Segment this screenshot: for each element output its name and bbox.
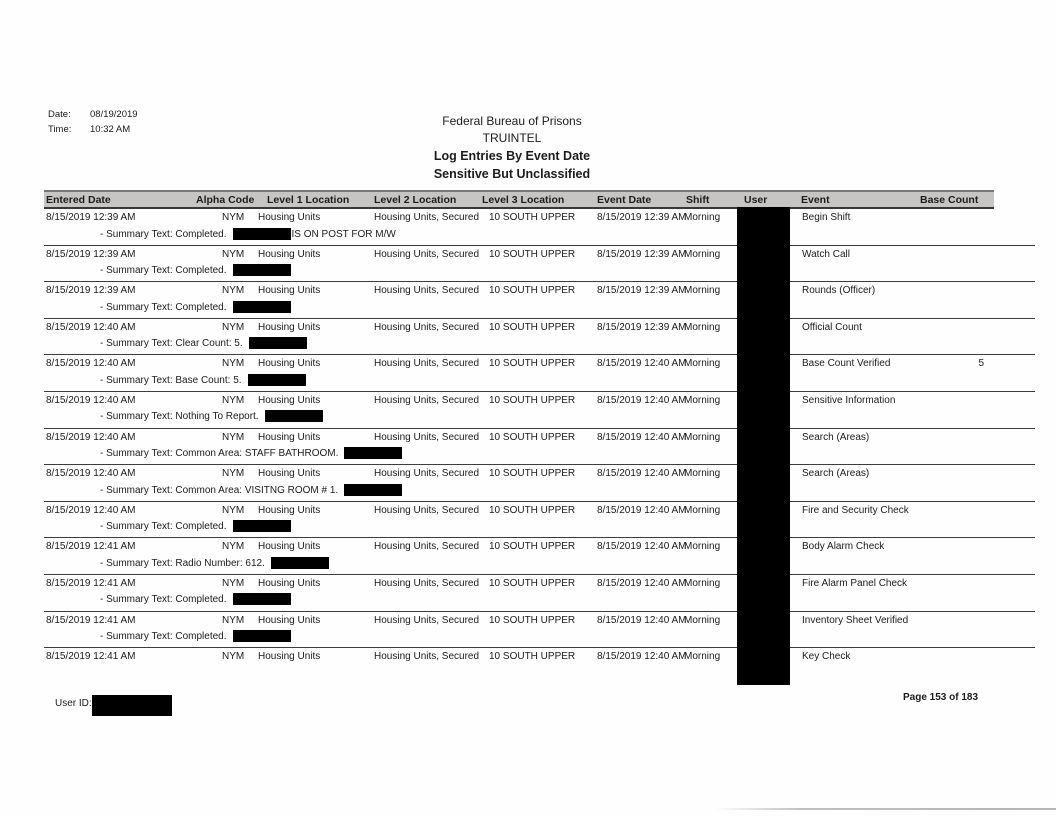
summary-text [100,557,330,569]
summary-text [100,447,403,459]
cell-level1-location: Housing Units [258,541,321,553]
table-row [44,538,1035,575]
page-number: Page 153 of 183 [903,692,979,703]
scan-artifact-line [715,808,1056,810]
col-event-date: Event Date [597,194,652,206]
cell-event: Key Check [802,651,851,663]
summary-inline-redaction-box [233,264,291,276]
cell-entered-date: 8/15/2019 12:39 AM [46,285,136,297]
summary-inline-redaction-box [233,301,291,313]
table-row [44,246,1035,283]
cell-level3-location: 10 SOUTH UPPER [489,577,576,589]
summary-inline-redaction-box [233,228,291,240]
time-label: Time: [48,124,72,135]
cell-alpha-code: NYM [222,468,245,480]
classification-label: Sensitive But Unclassified [433,167,591,181]
summary-text-main: - Summary Text: Radio Number: 612. [100,557,265,569]
cell-event-date: 8/15/2019 12:40 AM [597,614,687,626]
summary-inline-redaction-box [233,630,291,642]
time-value: 10:32 AM [90,124,131,135]
cell-event: Search (Areas) [802,431,870,443]
cell-shift: Morning [684,321,721,333]
table-header [44,190,994,209]
col-base-count: Base Count [920,194,979,206]
cell-shift: Morning [684,212,721,223]
cell-level3-location: 10 SOUTH UPPER [489,394,576,406]
col-entered-date: Entered Date [46,194,111,206]
cell-entered-date: 8/15/2019 12:40 AM [46,431,136,443]
cell-level2-location: Housing Units, Secured [374,394,480,406]
summary-inline-redaction-box [344,484,402,496]
cell-level2-location: Housing Units, Secured [374,321,480,333]
cell-level2-location: Housing Units, Secured [374,248,480,260]
cell-level2-location: Housing Units, Secured [374,614,480,626]
cell-level1-location: Housing Units [258,394,321,406]
summary-text-main: - Summary Text: Clear Count: 5. [100,338,243,350]
cell-event-date: 8/15/2019 12:40 AM [597,541,687,553]
cell-alpha-code: NYM [222,431,245,443]
col-level1-location: Level 1 Location [267,194,350,206]
cell-level3-location: 10 SOUTH UPPER [489,614,576,626]
cell-shift: Morning [684,541,721,553]
report-title-block [312,113,712,183]
cell-shift: Morning [684,651,721,663]
cell-entered-date: 8/15/2019 12:39 AM [46,212,136,223]
cell-alpha-code: NYM [222,504,245,516]
cell-level2-location: Housing Units, Secured [374,358,480,370]
summary-inline-redaction-box [344,447,402,459]
cell-level2-location: Housing Units, Secured [374,541,480,553]
cell-event-date: 8/15/2019 12:40 AM [597,577,687,589]
report-title: Log Entries By Event Date [433,149,591,163]
cell-level2-location: Housing Units, Secured [374,285,480,297]
cell-entered-date: 8/15/2019 12:40 AM [46,394,136,406]
cell-alpha-code: NYM [222,285,245,297]
cell-entered-date: 8/15/2019 12:40 AM [46,504,136,516]
cell-level1-location: Housing Units [258,468,321,480]
summary-text-main: - Summary Text: Completed. [100,265,227,277]
cell-event: Watch Call [802,248,850,260]
date-value: 08/19/2019 [90,109,138,120]
cell-event-date: 8/15/2019 12:40 AM [597,504,687,516]
cell-event-date: 8/15/2019 12:40 AM [597,431,687,443]
date-label: Date: [48,109,71,120]
cell-base-count: 5 [978,358,984,370]
cell-alpha-code: NYM [222,577,245,589]
summary-inline-redaction-box [248,374,306,386]
cell-alpha-code: NYM [222,541,245,553]
table-row [44,648,1035,685]
cell-level1-location: Housing Units [258,577,321,589]
cell-shift: Morning [684,358,721,370]
cell-level3-location: 10 SOUTH UPPER [489,541,576,553]
cell-shift: Morning [684,394,721,406]
cell-alpha-code: NYM [222,394,245,406]
cell-entered-date: 8/15/2019 12:40 AM [46,468,136,480]
cell-alpha-code: NYM [222,212,245,223]
summary-text [100,520,292,532]
summary-text [100,337,308,349]
cell-entered-date: 8/15/2019 12:40 AM [46,358,136,370]
cell-level2-location: Housing Units, Secured [374,431,480,443]
cell-level2-location: Housing Units, Secured [374,468,480,480]
system-title: TRUINTEL [482,131,542,145]
table-row [44,282,1035,319]
cell-level3-location: 10 SOUTH UPPER [489,431,576,443]
cell-level3-location: 10 SOUTH UPPER [489,285,576,297]
cell-entered-date: 8/15/2019 12:41 AM [46,541,136,553]
cell-shift: Morning [684,431,721,443]
cell-level1-location: Housing Units [258,358,321,370]
cell-level2-location: Housing Units, Secured [374,577,480,589]
cell-shift: Morning [684,285,721,297]
summary-text-main: - Summary Text: Completed. [100,594,227,606]
cell-entered-date: 8/15/2019 12:41 AM [46,577,136,589]
cell-level1-location: Housing Units [258,614,321,626]
table-row [44,429,1035,466]
summary-text [100,630,292,642]
cell-alpha-code: NYM [222,358,245,370]
cell-level1-location: Housing Units [258,431,321,443]
summary-text [100,410,324,422]
cell-event-date: 8/15/2019 12:40 AM [597,651,687,663]
cell-alpha-code: NYM [222,248,245,260]
table-row [44,465,1035,502]
cell-level2-location: Housing Units, Secured [374,504,480,516]
summary-text-main: - Summary Text: Common Area: VISITNG ROOM # 1. [100,484,339,496]
summary-text-main: - Summary Text: Completed. [100,228,227,240]
org-title: Federal Bureau of Prisons [442,114,582,128]
report-meta [48,107,138,137]
cell-level1-location: Housing Units [258,321,321,333]
cell-shift: Morning [684,468,721,480]
cell-event: Begin Shift [802,212,851,223]
table-row [44,575,1035,612]
summary-text-main: - Summary Text: Common Area: STAFF BATHROOM. [100,448,339,460]
cell-event-date: 8/15/2019 12:40 AM [597,358,687,370]
user-id-redaction-box [92,695,172,716]
col-level2-location: Level 2 Location [374,194,457,206]
cell-alpha-code: NYM [222,651,245,663]
summary-text-main: - Summary Text: Completed. [100,521,227,533]
summary-text [100,228,396,240]
cell-event: Rounds (Officer) [802,285,876,297]
table-row [44,392,1035,429]
log-entries [44,209,1035,685]
cell-level1-location: Housing Units [258,651,321,663]
summary-inline-redaction-box [233,593,291,605]
summary-text [100,264,292,276]
col-alpha-code: Alpha Code [196,194,255,206]
cell-event-date: 8/15/2019 12:39 AM [597,212,687,223]
cell-level1-location: Housing Units [258,212,321,223]
table-row [44,502,1035,539]
cell-entered-date: 8/15/2019 12:40 AM [46,321,136,333]
summary-text [100,484,403,496]
cell-shift: Morning [684,614,721,626]
cell-level3-location: 10 SOUTH UPPER [489,504,576,516]
cell-entered-date: 8/15/2019 12:41 AM [46,651,136,663]
cell-shift: Morning [684,504,721,516]
cell-level3-location: 10 SOUTH UPPER [489,651,576,663]
cell-shift: Morning [684,577,721,589]
cell-event-date: 8/15/2019 12:39 AM [597,321,687,333]
table-row [44,355,1035,392]
cell-level1-location: Housing Units [258,504,321,516]
cell-event: Sensitive Information [802,394,896,406]
cell-entered-date: 8/15/2019 12:39 AM [46,248,136,260]
summary-inline-redaction-box [233,520,291,532]
summary-inline-redaction-box [271,557,329,569]
table-row [44,209,1035,246]
summary-text [100,301,292,313]
table-row [44,612,1035,649]
col-level3-location: Level 3 Location [482,194,565,206]
cell-level3-location: 10 SOUTH UPPER [489,212,576,223]
cell-event: Fire Alarm Panel Check [802,577,908,589]
cell-shift: Morning [684,248,721,260]
col-event: Event [801,194,830,206]
cell-level2-location: Housing Units, Secured [374,212,480,223]
cell-entered-date: 8/15/2019 12:41 AM [46,614,136,626]
cell-level3-location: 10 SOUTH UPPER [489,358,576,370]
summary-inline-redaction-box [249,337,307,349]
summary-text [100,374,307,386]
cell-alpha-code: NYM [222,321,245,333]
cell-alpha-code: NYM [222,614,245,626]
cell-level3-location: 10 SOUTH UPPER [489,248,576,260]
cell-level3-location: 10 SOUTH UPPER [489,468,576,480]
summary-text-main: - Summary Text: Base Count: 5. [100,374,242,386]
cell-event-date: 8/15/2019 12:39 AM [597,285,687,297]
cell-level2-location: Housing Units, Secured [374,651,480,663]
summary-text [100,593,292,605]
summary-text-main: - Summary Text: Nothing To Report. [100,411,259,423]
cell-event: Fire and Security Check [802,504,909,516]
cell-event: Body Alarm Check [802,541,885,553]
cell-event-date: 8/15/2019 12:40 AM [597,394,687,406]
cell-event: Inventory Sheet Verified [802,614,909,626]
cell-event: Official Count [802,321,862,333]
summary-inline-redaction-box [265,410,323,422]
col-user: User [744,194,768,206]
cell-event: Search (Areas) [802,468,870,480]
cell-level3-location: 10 SOUTH UPPER [489,321,576,333]
summary-text-main: - Summary Text: Completed. [100,301,227,313]
summary-text-main: - Summary Text: Completed. [100,631,227,643]
cell-level1-location: Housing Units [258,248,321,260]
summary-text-after: IS ON POST FOR M/W [291,228,396,240]
cell-event: Base Count Verified [802,358,891,370]
user-id-label: User ID: [55,698,92,709]
cell-event-date: 8/15/2019 12:39 AM [597,248,687,260]
user-column-redaction-box [737,207,790,685]
col-shift: Shift [686,194,710,206]
cell-level1-location: Housing Units [258,285,321,297]
cell-event-date: 8/15/2019 12:40 AM [597,468,687,480]
table-row [44,319,1035,356]
